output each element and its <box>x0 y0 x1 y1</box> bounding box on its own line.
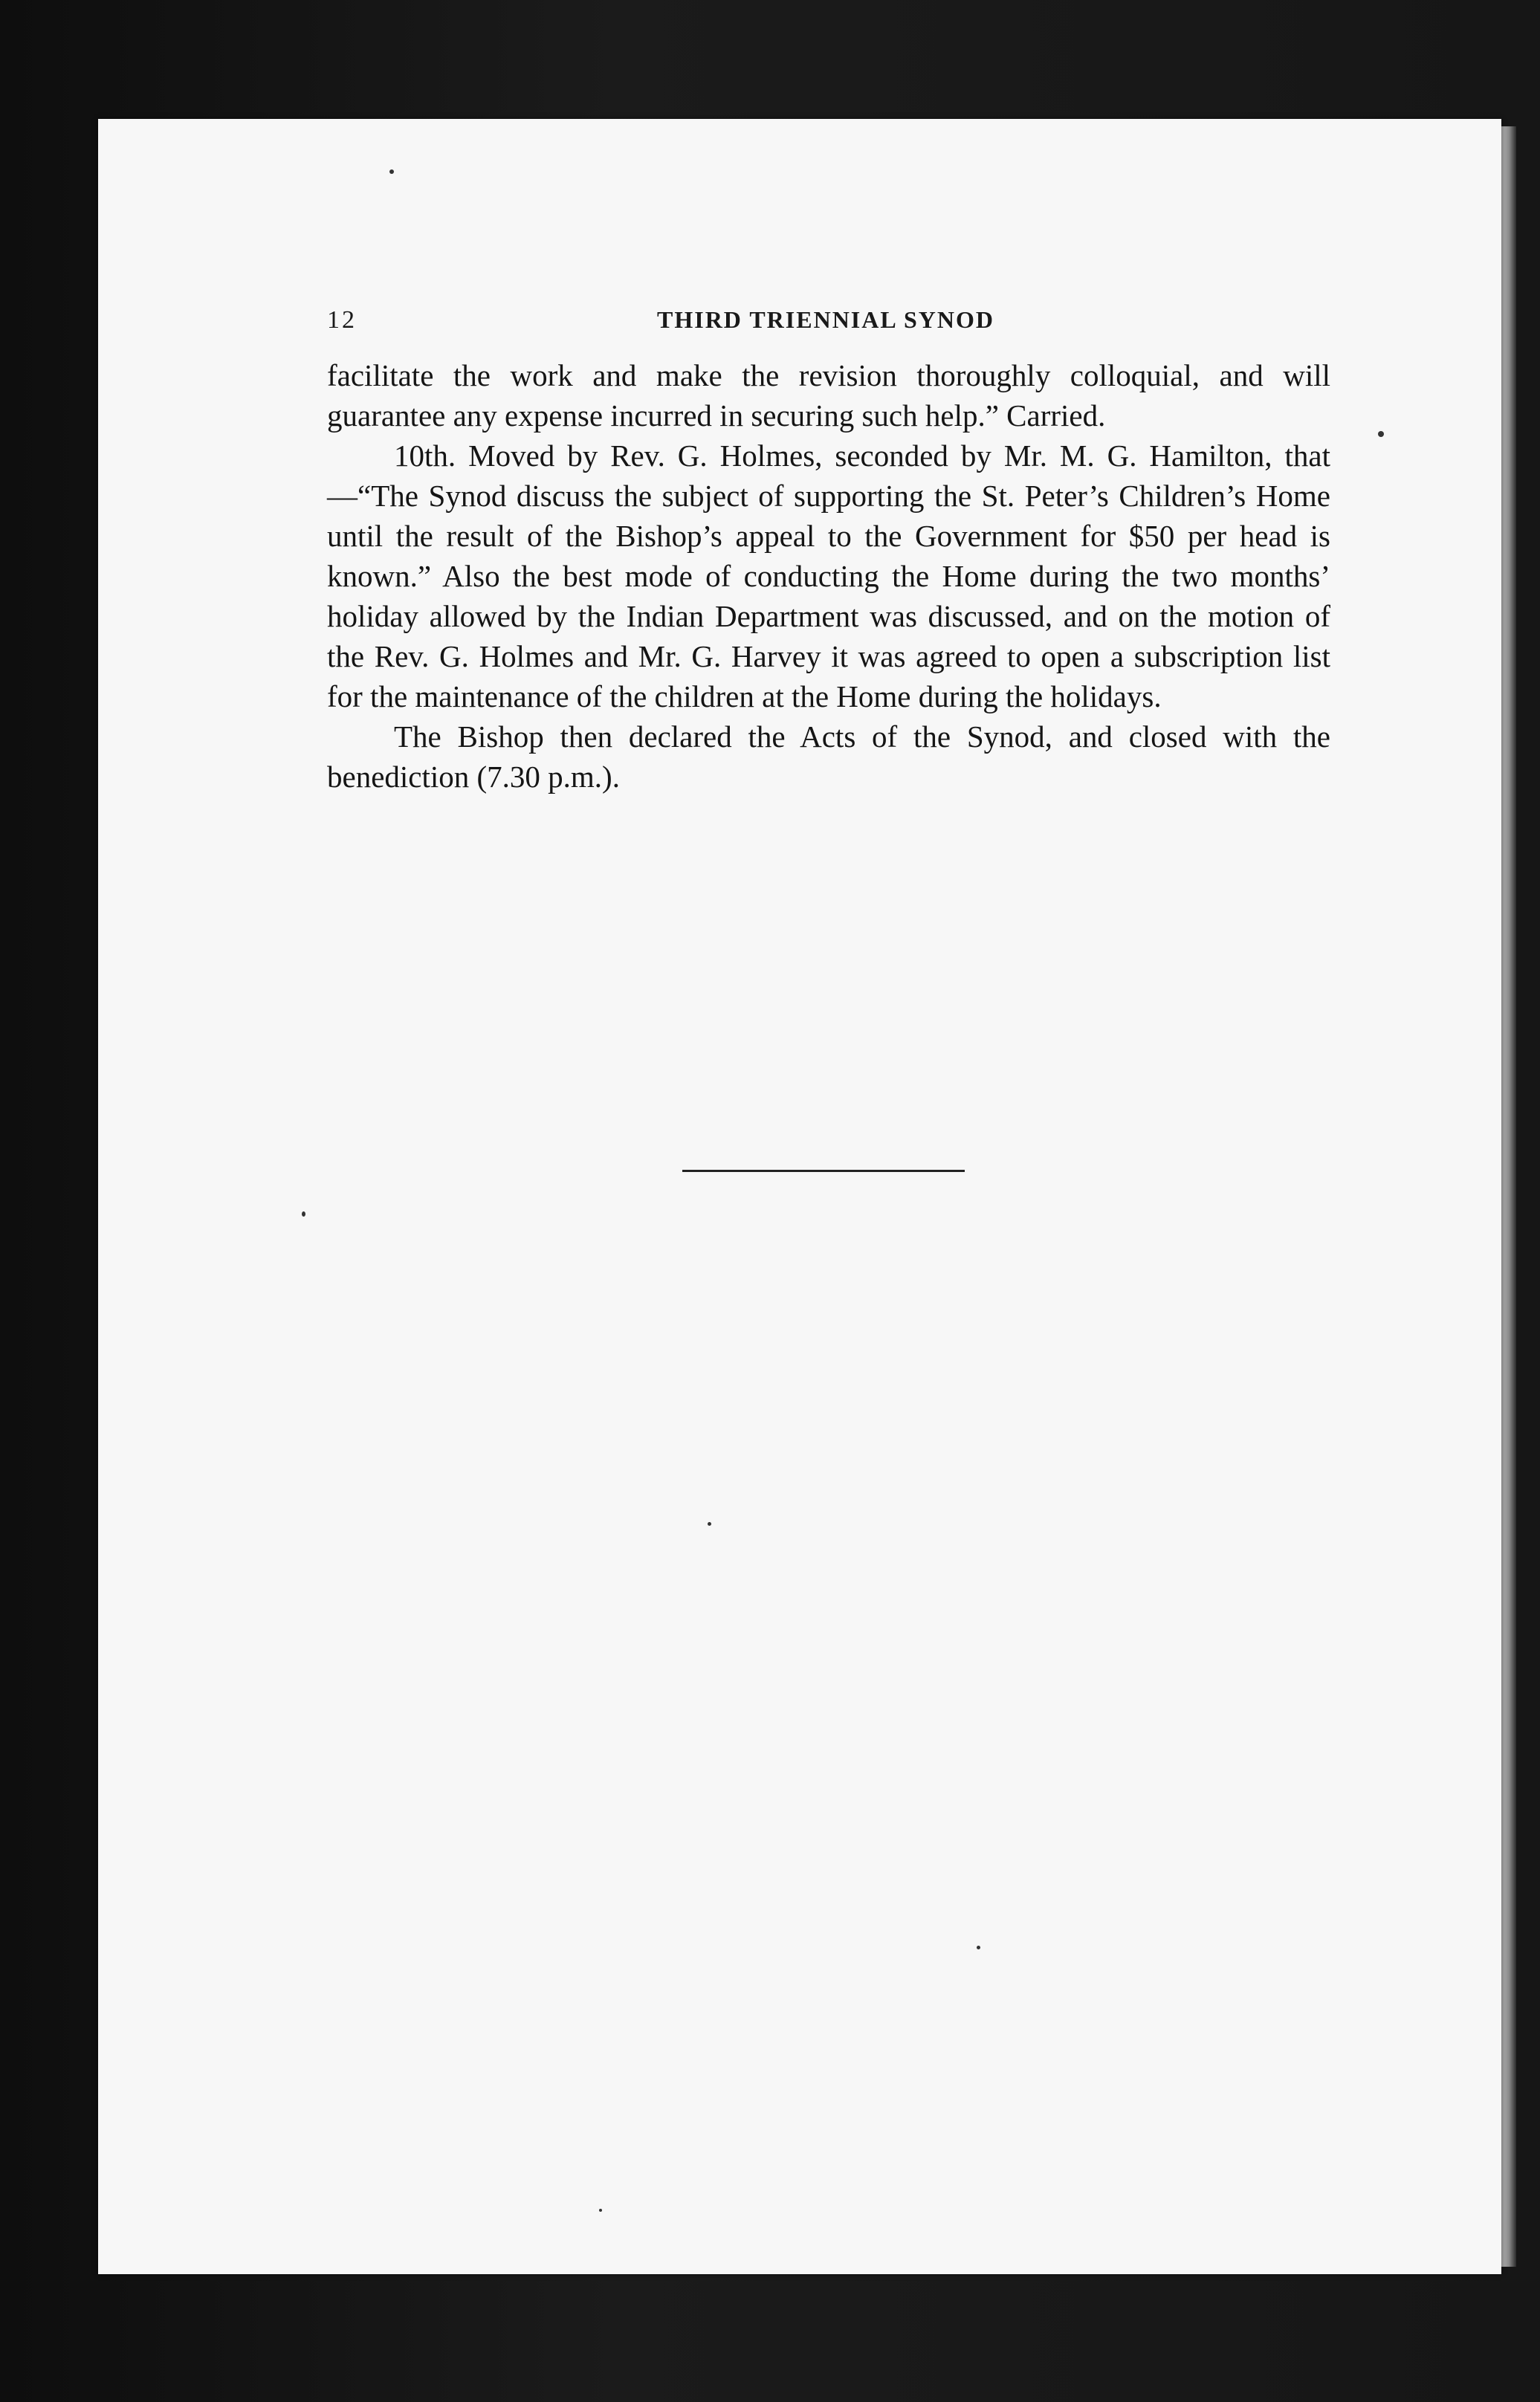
paragraph-closing: The Bishop then declared the Acts of the Synod, and closed with the benediction (7.30 p.m.). <box>327 719 1330 794</box>
scan-speck <box>302 1211 305 1217</box>
paragraph-continuation: facilitate the work and make the revision thoroughly colloquial, and will guarantee any expense incurred in securing such help.” Carried. <box>327 358 1330 433</box>
scan-speck <box>599 2209 602 2212</box>
scan-speck <box>708 1522 711 1526</box>
scan-speck <box>1378 431 1384 437</box>
page-number: 12 <box>327 306 357 334</box>
running-head <box>327 306 1330 348</box>
paragraph-motion-tenth: 10th. Moved by Rev. G. Holmes, seconded by Mr. M. G. Hamilton, that—“The Synod discuss the subject of supporting the St. Peter’s Children’s Home until the result of the Bishop’s appeal to the Government for $50 per head is known.” Also the best mode of conducting the Home during the two months’ holiday allowed by the Indian Department was discussed, and on the motion of the Rev. G. Holmes and Mr. G. Harvey it was agreed to open a subscription list for the maintenance of the children at the Home during the holidays. <box>327 438 1330 713</box>
scan-speck <box>977 1946 980 1949</box>
running-title: THIRD TRIENNIAL SYNOD <box>657 306 994 333</box>
section-end-rule <box>682 1170 965 1172</box>
scan-speck <box>389 169 394 174</box>
body-text <box>327 355 1330 797</box>
